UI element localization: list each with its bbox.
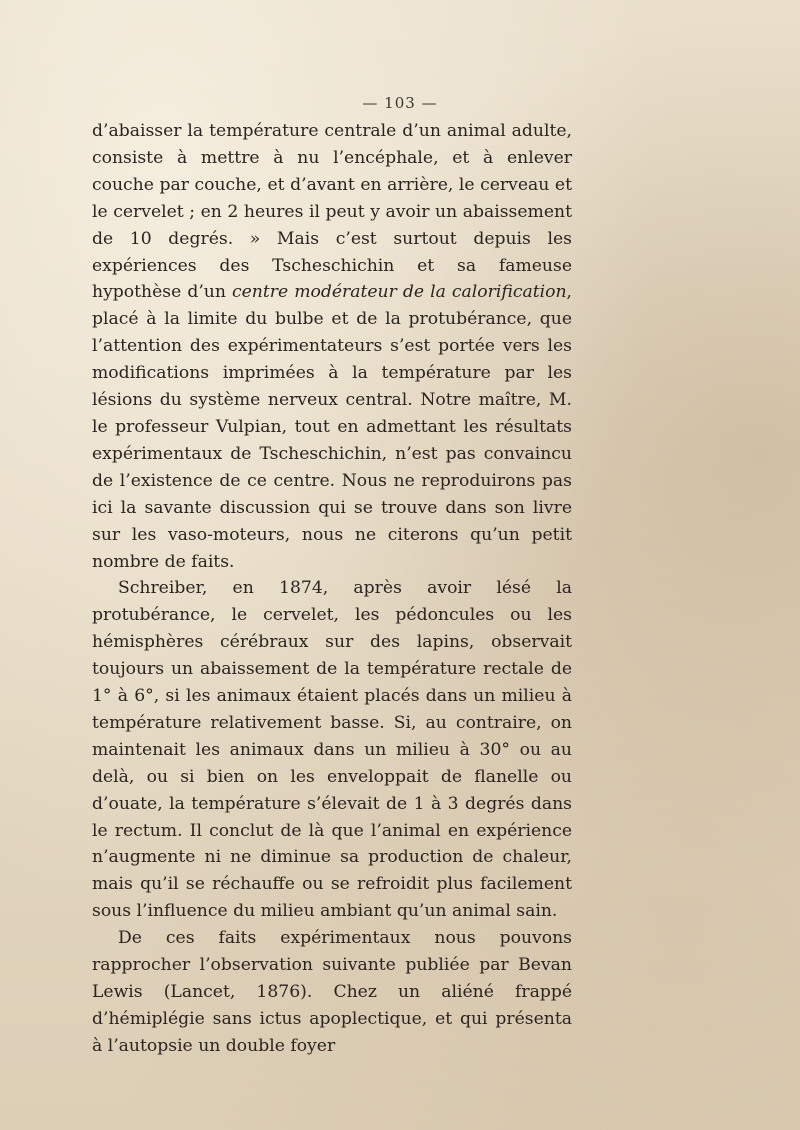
paragraph-1-text-start: d’abaisser la température centrale d’un animal adulte, consiste à mettre à nu l’encéphale, et à enlever couche par couche, et d’avant en arrière, le cerveau et le cervelet ; en 2 heures il peut y avoir un abaissement de 10 degrés. » Mais c’est surtout depuis les expériences des Tscheschichin et sa fameuse hypothèse d’un	[92, 121, 572, 303]
paragraph-2: Schreiber, en 1874, après avoir lésé la protubérance, le cervelet, les pédoncules ou les hémisphères cérébraux sur des lapins, observait toujours un abaissement de la température rectale de 1° à 6°, si les animaux étaient placés dans un milieu à température relativement basse. Si, au contraire, on maintenait les animaux dans un milieu à 30° ou au delà, ou si bien on les enveloppait de flanelle ou d’ouate, la température s’élevait de 1 à 3 degrés dans le rectum. Il conclut de là que l’animal en expérience n’augmente ni ne diminue sa production de chaleur, mais qu’il se réchauffe ou se refroidit plus facilement sous l’influence du milieu ambiant qu’un animal sain.	[92, 578, 572, 922]
paragraph-1-text-end: , placé à la limite du bulbe et de la protubérance, que l’attention des expérimentateurs s’est portée vers les modifications imprimées à la température par les lésions du système nerveux central. Notre maître, M. le professeur Vulpian, tout en admettant les résultats expérimentaux de Tscheschichin, n’est pas convaincu de l’existence de ce centre. Nous ne reproduirons pas ici la savante discussion qui se trouve dans son livre sur les vaso-moteurs, nous ne citerons qu’un petit nombre de faits.	[92, 282, 572, 572]
body-text	[92, 118, 572, 1060]
paragraph-3: De ces faits expérimentaux nous pouvons rapprocher l’observation suivante publiée par Bevan Lewis (Lancet, 1876). Chez un aliéné frappé d’hémiplégie sans ictus apoplectique, et qui présenta à l’autopsie un double foyer	[92, 928, 572, 1056]
paragraph-1	[92, 118, 572, 575]
page-number: — 103 —	[362, 94, 438, 112]
italic-term: centre modérateur de la calorification	[231, 282, 567, 303]
